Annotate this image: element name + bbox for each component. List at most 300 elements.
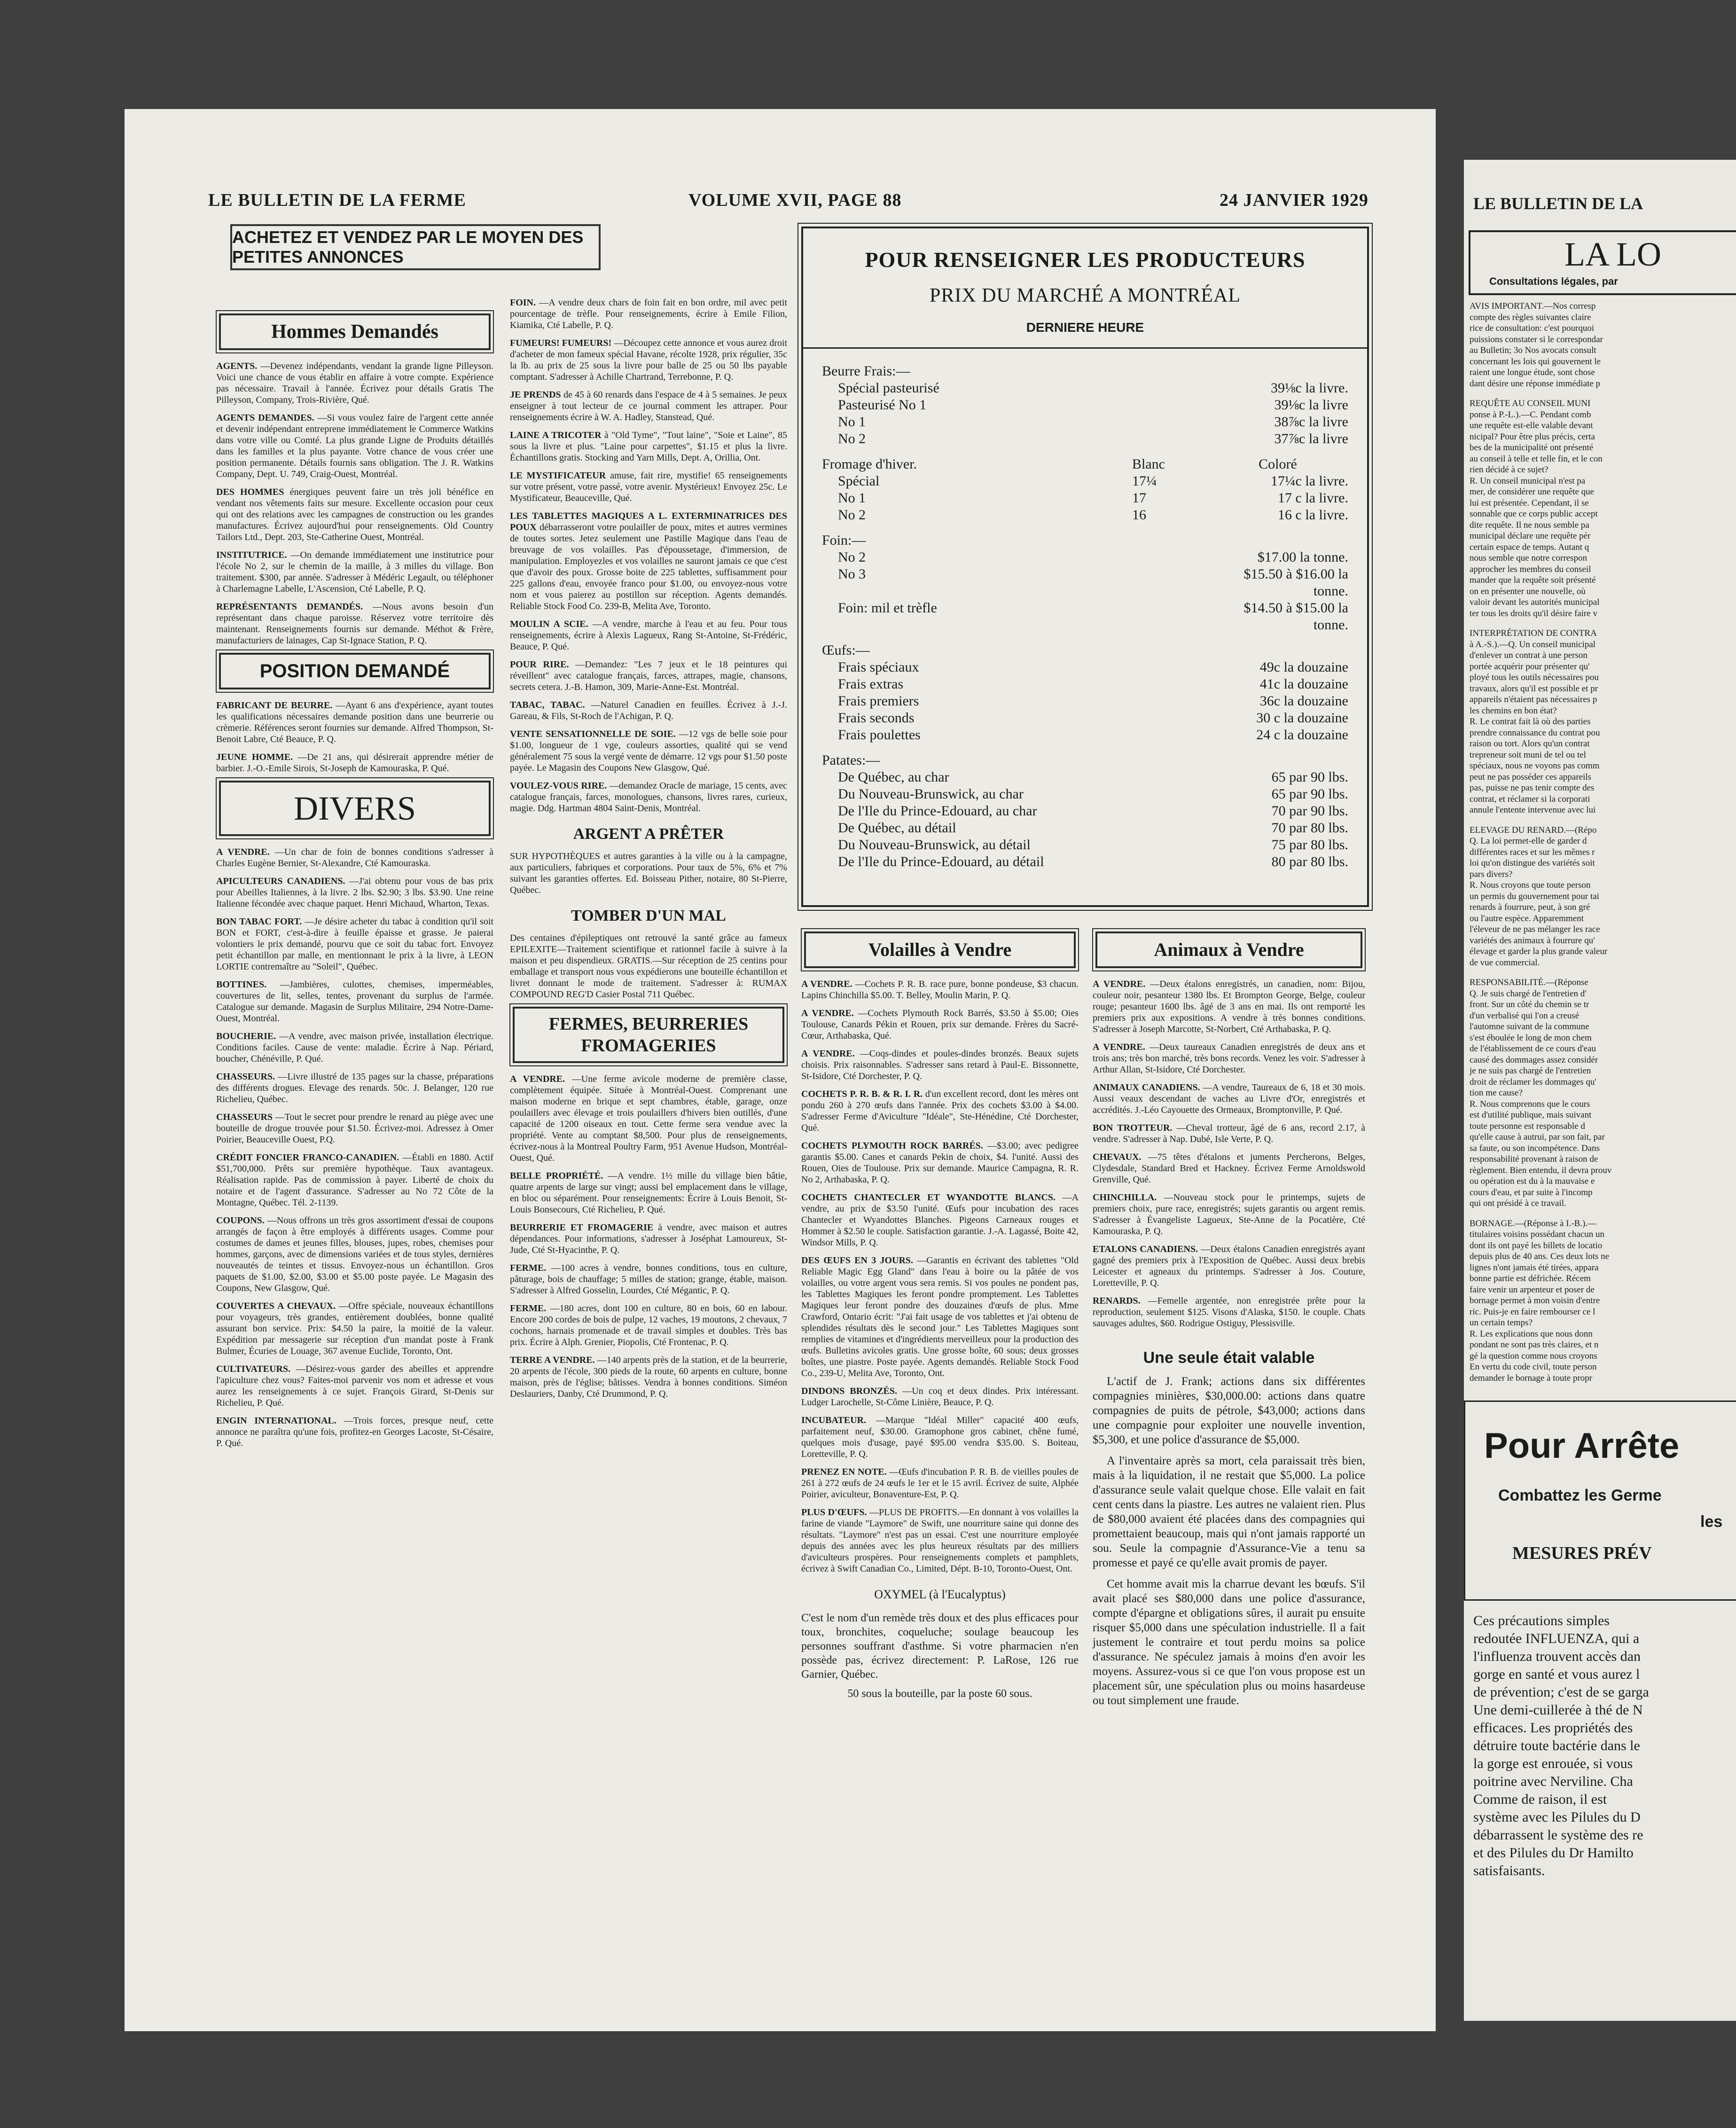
ad-heading: BEURRERIE ET FROMAGERIE — [510, 1222, 654, 1233]
market-row — [803, 507, 1367, 524]
ad-heading: A VENDRE. — [1093, 1042, 1145, 1052]
ad-heading: COUPONS. — [216, 1215, 265, 1226]
ads-position — [216, 700, 493, 774]
text-line: nous semble que notre correspon — [1470, 553, 1587, 563]
ad-text: —A vendre, marche à l'eau et au feu. Pour tous renseignements, écrire à Alexis Lagueux, Rang St-Antoine, St-Frédéric, Beauce, P. Qué. — [510, 619, 787, 652]
classified-ad — [216, 1300, 493, 1357]
adjacent-ad-sub: Combattez les Germe — [1498, 1486, 1662, 1504]
ad-heading: COCHETS P. R. B. & R. I. R. — [801, 1089, 923, 1099]
ad-heading: VENTE SENSATIONNELLE DE SOIE. — [510, 729, 676, 739]
story-title: Une seule était valable — [1143, 1349, 1315, 1367]
text-line: gé la question comme nous croyons — [1470, 1351, 1597, 1361]
market-item: Frais seconds — [838, 710, 915, 726]
ad-text: —180 acres, dont 100 en culture, 80 en bois, 60 en labour. Encore 200 cordes de bois de pulpe, 12 vaches, 19 moutons, 2 chevaux, 7 cochons, harnais promenade et de travail simples et doubles. Très bas prix. Écrire à Alph. Grenier, Piopolis, Cté Frontenac, P. Q. — [510, 1303, 787, 1347]
ad-text: —Garantis en écrivant des tablettes "Old Reliable Magic Egg Gland" dans l'eau à boire ou la pâtée de vos volailles, ou votre argent vous sera remis. Si vos poules ne pondent pas, les Tablettes Magiques les feront pondre promptement. Les Tablettes Magiques leur feront pondre des douzaines d'œufs de plus. Mme Crawford, Ontario écrit: "J'ai fait usage de vos tablettes et j'ai obtenu de splendides résultats dès le second jour." Les Tablettes Magiques sont remplies de vitamines et d'ingrédients merveilleux pour la production des œufs. Bulletins avicoles gratis. Une grosse boîte, 60 sous; deux grosses boîtes, une piastre. Poste payée. Agents demandés. Reliable Stock Food Co., 239-U, Melita Ave, Toronto, Ont. — [801, 1255, 1079, 1378]
text-line: bornage permet à mon voisin d'entre — [1470, 1296, 1600, 1306]
ad-heading: DES ŒUFS EN 3 JOURS. — [801, 1255, 914, 1266]
oxymel-text: C'est le nom d'un remède très doux et des plus efficaces pour toux, bronchites, coqueluche; soulage beaucoup les personnes souffrant d'asthme. Si votre pharmacien n'en possède pas, écrivez directement: P. LaRose, 126 rue Garnier, Québec. — [801, 1612, 1079, 1681]
market-price: $17.00 la tonne. — [1257, 549, 1348, 565]
text-line: raison ou tort. Alors qu'un contrat — [1470, 739, 1590, 749]
text-line: droit de réclamer les dommages qu' — [1470, 1077, 1596, 1087]
market-price: 37⅞c la livre — [1274, 431, 1348, 446]
text-line: qui ont présidé à ce travail. — [1470, 1198, 1566, 1208]
classified-ad — [1093, 1151, 1365, 1185]
fromage-rows — [803, 473, 1367, 524]
market-item: Du Nouveau-Brunswick, au détail — [838, 837, 1031, 853]
adjacent-ad-title: Pour Arrête — [1484, 1426, 1680, 1466]
market-item: Spécial pasteurisé — [838, 380, 939, 396]
adjacent-law-sub: Consultations légales, par — [1489, 275, 1618, 287]
ad-heading: ETALONS CANADIENS. — [1093, 1244, 1198, 1254]
ads-volailles — [801, 978, 1079, 1574]
classified-ad — [510, 1073, 787, 1164]
market-price: 17¼c la livre. — [1271, 473, 1348, 489]
ad-text: —Femelle argentée, non enregistrée prête pour la reproduction, seulement $125. Visons d'Alaska, $150. le couple. Chats sauvages adultes, $60. Rodrigue Ostiguy, Plessisville. — [1093, 1296, 1366, 1329]
text-line — [1470, 816, 1736, 825]
text-line: je ne suis pas chargé de l'entretien — [1470, 1066, 1591, 1076]
ad-heading: CRÉDIT FONCIER FRANCO-CANADIEN. — [216, 1152, 399, 1163]
text-line: raient une longue étude, sont chose — [1470, 368, 1595, 377]
text-line: ponse à P.-L.).—C. Pendant comb — [1470, 409, 1591, 420]
column-4 — [1093, 927, 1365, 1714]
ad-heading: A VENDRE. — [216, 847, 270, 857]
market-price: 70 par 90 lbs. — [1271, 803, 1348, 819]
classified-ad — [510, 728, 787, 774]
ad-text: —A vendre, avec maison privée, installation électrique. Conditions faciles. Cause de vente: maladie. Écrire à Nap. Périard, boucher, Chénéville, P. Qué. — [216, 1031, 493, 1064]
classified-ad — [801, 1048, 1079, 1082]
market-price: 70 par 80 lbs. — [1271, 820, 1348, 836]
story-paragraph: A l'inventaire après sa mort, cela paraissait très bien, mais à la liquidation, il ne restait que $5,000. La police d'assurance seule valait quelque chose. Elle valait en fait cent cents dans la piastre. Les autres ne valaient rien. Plus de $80,000 avaient été placées dans des compagnies qui promettaient beaucoup, mais qui n'ont jamais rapporté un sou. Seule la compagnie d'Assurance-Vie a tenu sa promesse et payé ce qu'elle avait promis de payer. — [1093, 1455, 1365, 1569]
text-line: lui est présentée. Cependant, il se — [1470, 498, 1589, 508]
market-price: 36c la douzaine — [1259, 693, 1348, 709]
ad-heading: LE MYSTIFICATEUR — [510, 470, 606, 481]
market-price: 30 c la douzaine — [1256, 710, 1348, 726]
ad-text: —Devenez indépendants, vendant la grande ligne Pilleyson. Voici une chance de vous établir en affaire à votre compte. Expérience pas nécessaire. Travail à l'année. Écrivez pour détails Gratis The Pilleyson, Company, Trois-Rivière, Qué. — [216, 361, 493, 405]
market-price: 41c la douzaine — [1259, 676, 1348, 692]
ad-text: d'un excellent record, dont les mères ont pondu 260 à 270 œufs dans l'année. Prix des cochets $3.00 à $4.00. S'adresser Ferme d'Aviculture "Idéale", Ste-Hénédine, Cté Dorchester, Qué. — [801, 1089, 1079, 1133]
market-price: 65 par 90 lbs. — [1271, 786, 1348, 802]
text-line — [1470, 389, 1736, 398]
text-line: les chemins en bon état? — [1470, 705, 1557, 716]
text-line: poitrine avec Nerviline. Cha — [1473, 1774, 1633, 1789]
text-line: s'est éboulée le long de mon chem — [1470, 1033, 1592, 1043]
market-row — [803, 414, 1367, 430]
classified-ad — [510, 430, 787, 463]
text-line: pars divers? — [1470, 869, 1513, 879]
market-price: 16 c la livre. — [1278, 507, 1348, 523]
section-divers: DIVERS — [219, 781, 491, 836]
market-price: 75 par 80 lbs. — [1271, 837, 1348, 853]
column-1 — [216, 309, 493, 1455]
ad-text: —Deux étalons enregistrés, un canadien, nom: Bijou, couleur noir, pesanteur 1380 lbs. Et Brompton George, Belge, couleur rouge; pesanteur 1600 lbs. âgé de 3 ans en mai. Ils ont remporté les premiers prix aux expositions. A vendre à très bonnes conditions. S'adresser à Joseph Marcotte, St-Norbert, Cté Arthabaska, P. Q. — [1093, 979, 1366, 1034]
ad-text: de 45 à 60 renards dans l'espace de 4 à 5 semaines. Je peux enseigner à tout lecteur de ce journal comment les attraper. Pour renseignements écrire à W. A. Hadley, Stanstead, Qué. — [510, 390, 787, 422]
market-row — [803, 473, 1367, 490]
classified-ad — [510, 659, 787, 693]
ad-heading: PRENEZ EN NOTE. — [801, 1467, 887, 1477]
ad-text: —Offre spéciale, nouveaux échantillons pour voyageurs, très grandes, entièrement doublées, bonne qualité assurant bon service. Prix: $4.50 la paire, la moitié de la valeur. Expédition par messagerie sur réception d'un mandat poste à Frank Bulmer, Écuries de Louage, 367 avenue Euclide, Toronto, Ont. — [216, 1301, 493, 1356]
text-line: élevage et garder la plus grande valeur — [1470, 947, 1608, 956]
market-prices-box — [801, 227, 1369, 907]
adjacent-ad-box — [1464, 1400, 1736, 1601]
adjacent-law-title: LA LO — [1564, 235, 1661, 273]
classified-ad — [801, 1008, 1079, 1041]
classified-ad — [216, 1152, 493, 1208]
text-line: prendre connaissance du contrat pou — [1470, 728, 1600, 738]
adjacent-running-head: LE BULLETIN DE LA — [1473, 194, 1643, 213]
market-last-hour: DERNIERE HEURE — [1026, 320, 1144, 335]
ad-heading: COUVERTES A CHEVAUX. — [216, 1301, 336, 1311]
text-line: REQUÊTE AU CONSEIL MUNI — [1470, 399, 1591, 408]
market-price: 39⅛c la livre — [1274, 397, 1348, 413]
ad-text: —Marque "Idéal Miller" capacité 400 œufs, parfaitement neuf, $30.00. Gramophone gros cabinet, chêne fumé, quelques mois d'usage, payé $95.00 vendra $35.00. S. Boiteau, Loretteville, P. Q. — [801, 1415, 1079, 1459]
text-line: différentes races et sur les mêmes r — [1470, 847, 1595, 857]
text-line: portée acquérir pour présenter qu' — [1470, 661, 1590, 672]
market-row — [803, 600, 1367, 634]
market-rule — [803, 347, 1367, 349]
text-line: sonnable que ce corps public accept — [1470, 509, 1598, 519]
text-line: responsabilité provenant à raison de — [1470, 1154, 1598, 1164]
adjacent-ad-text — [1473, 1612, 1736, 1880]
ad-heading: INSTITUTRICE. — [216, 550, 287, 560]
text-line: Comme de raison, il est — [1473, 1792, 1607, 1807]
ad-heading: CULTIVATEURS. — [216, 1364, 291, 1374]
text-line: au Bulletin; 3o Nos avocats consult — [1470, 345, 1596, 355]
text-line: Ces précautions simples — [1473, 1613, 1610, 1628]
market-price: $14.50 à $15.00 la tonne. — [1243, 600, 1348, 633]
ad-heading: TABAC, TABAC. — [510, 700, 585, 710]
text-line: bonne partie est défrichée. Récem — [1470, 1274, 1591, 1283]
text-line: gorge en santé et vous aurez l — [1473, 1666, 1640, 1682]
ad-text: —J'ai obtenu pour vous de bas prix pour Abeilles Italiennes, à la livre. 2 lbs. $2.90; 3 lbs. $3.90. Une reine Italienne fécondée avec chaque paquet. Henri Michaud, Wharton, Texas. — [216, 876, 494, 909]
market-row — [803, 853, 1367, 870]
market-blanc-price: 17 — [1132, 490, 1146, 506]
market-blanc-price: 17¼ — [1132, 473, 1157, 489]
ad-heading: DINDONS BRONZÉS. — [801, 1386, 898, 1396]
story-paragraph: Cet homme avait mis la charrue devant les bœufs. S'il avait placé ses $80,000 dans une police d'assurance, compte d'épargne et obligations sûres, il aurait pu ensuite risquer $5,000 dans une spéculation industrielle. Il a fait justement le contraire et tout perdu moins sa police d'assurance. Ne spéculez jamais à moins d'en avoir les moyens. Assurez-vous si ce que l'on vous propose est un placement sûr, une spéculation plus ou moins hasardeuse ou tout simplement une fraude. — [1093, 1578, 1365, 1707]
fromage-colore: Coloré — [1259, 456, 1297, 472]
ad-text: —Nouveau stock pour le printemps, sujets de premiers choix, pure race, enregistrés; sujets garantis ou argent remis. S'adresser à Évangeliste Lagueux, Ste-Anne de la Pocatière, Cté Kamouraska, P. Q. — [1093, 1192, 1365, 1236]
text-line: mer, de considérer une requête que — [1470, 487, 1595, 497]
text-line: faire venir un arpenteur et poser de — [1470, 1284, 1595, 1295]
text-line: à A.-S.).—Q. Un conseil municipal — [1470, 639, 1596, 649]
foin-group — [803, 532, 1367, 634]
market-row — [803, 549, 1367, 566]
classified-ad — [801, 1192, 1079, 1248]
market-row — [803, 380, 1367, 397]
ad-text: —Œufs d'incubation P. R. B. de vieilles poules de 261 à 272 œufs de 24 œufs le 1er et le 15 avril. Écrivez de suite, Alphée Poirier, aviculteur, Bonaventure-Est, P. Q. — [801, 1467, 1079, 1500]
newspaper-page — [125, 109, 1436, 2031]
ad-heading: ENGIN INTERNATIONAL. — [216, 1416, 336, 1426]
text-line: et des Pilules du Dr Hamilto — [1473, 1845, 1634, 1861]
classified-ad — [801, 978, 1079, 1001]
text-line: un permis du gouvernement pour tai — [1470, 891, 1599, 901]
ad-heading: A VENDRE. — [801, 979, 852, 989]
classified-ad — [216, 412, 493, 480]
text-line: rice de consultation: c'est pourquoi — [1470, 323, 1595, 333]
section-position-demande: POSITION DEMANDÉ — [219, 653, 491, 689]
ad-text: —Jambières, culottes, chemises, imperméables, couvertures de lit, selles, tentes, provenant du surplus de l'armée. Catalogue sur demande. Magasin de Surplus Militaire, 294 Notre-Dame-Ouest, Montréal. — [216, 979, 493, 1024]
ad-heading: RENARDS. — [1093, 1296, 1141, 1306]
ads-col2 — [510, 297, 787, 814]
ad-heading: COCHETS PLYMOUTH ROCK BARRÉS. — [801, 1141, 983, 1151]
text-line: R. Nous croyons que toute person — [1470, 880, 1591, 890]
adjacent-law-text — [1470, 301, 1736, 1384]
classified-ad — [510, 1170, 787, 1215]
market-row — [803, 430, 1367, 447]
text-line: compte des règles suivantes claire — [1470, 312, 1591, 322]
market-subtitle: PRIX DU MARCHÉ A MONTRÉAL — [929, 285, 1241, 306]
classified-ad — [801, 1088, 1079, 1134]
ad-text: —Cochets Plymouth Rock Barrés, $3.50 à $5.00; Oies Toulouse, Canards Pékin et Rouen, prix sur demande. Frères du Sacré-Cœur, Arthabaska, Qué. — [801, 1008, 1079, 1041]
fromage-group — [803, 456, 1367, 524]
market-item: No 1 — [838, 490, 866, 506]
market-row — [803, 659, 1367, 676]
ad-text: —Livre illustré de 135 pages sur la chasse, préparations des différents drogues. Elevage des renards. 50c. J. Belanger, 120 rue Richelieu, Québec. — [216, 1072, 493, 1104]
ads-fermes — [510, 1073, 787, 1400]
text-line: INTERPRÉTATION DE CONTRA — [1470, 628, 1597, 638]
market-row — [803, 676, 1367, 693]
mal-text: Des centaines d'épileptiques ont retrouvé la santé grâce au fameux EPILEXITE—Traitement scientifique et rationnel facile à suivre à la maison et peu dispendieux. GRATIS.—Sur réception de 25 centins pour emballage et transport nous vous expédierons une bouteille échantillon et livret donnant le mode de traitement. S'adresser à: RUMAX COMPOUND REG'D Casier Postal 711 Québec. — [510, 933, 787, 1000]
market-row — [803, 803, 1367, 820]
text-line: ou l'autre espèce. Apparemment — [1470, 913, 1584, 923]
ad-heading: A VENDRE. — [801, 1048, 855, 1059]
classified-ad — [510, 1222, 787, 1256]
section-fermes: FERMES, BEURRERIES FROMAGERIES — [513, 1007, 784, 1063]
oxymel-title: OXYMEL (à l'Eucalyptus) — [874, 1588, 1006, 1601]
beurre-head: Beurre Frais:— — [822, 363, 910, 379]
classified-ad — [510, 297, 787, 331]
ad-heading: BELLE PROPRIÉTÉ. — [510, 1171, 603, 1181]
ad-text: —100 acres à vendre, bonnes conditions, tous en culture, pâturage, bois de chauffage; 5 milles de station; grange, étable, maison. S'adresser à Alfred Gosselin, Lourdes, Cté Mégantic, P. Q. — [510, 1263, 788, 1296]
section-volailles: Volailles à Vendre — [804, 931, 1076, 968]
patates-head: Patates:— — [822, 752, 880, 768]
ad-heading: BON TABAC FORT. — [216, 916, 302, 927]
text-line: débarrassent le système des re — [1473, 1827, 1643, 1843]
market-item: No 2 — [838, 549, 866, 565]
ad-text: à "Old Tyme", "Tout laine", "Soie et Laine", 85 sous la livre et plus. "Laine pour carpettes", $1.15 et plus la livre. Échantillons gratis. Stocking and Yarn Mills, Dept. A, Orillia, Ont. — [510, 430, 787, 463]
ad-text: amuse, fait rire, mystifie! 65 renseignements sur votre présent, votre passé, votre avenir. Mystérieux! Envoyez 25c. Le Mystificateur, Beauceville, Qué. — [510, 470, 787, 503]
ad-text: —Nous offrons un très gros assortiment d'essai de coupons arrangés de façon à être employés à différents usages. Comme pour costumes de dames et jeunes filles, blouses, jupes, robes, chemises pour hommes, garçons, avec de dimensions variées et de tous styles, dernières nouveautés de teintes et tissus. Envoyez-nous un échantillon. Gros paquets de $1.00, $2.00, $3.00 et $5.00 poste payée. Le Magasin des Coupons, New Glasgow, Qué. — [216, 1215, 494, 1293]
argent-title: ARGENT A PRÊTER — [573, 825, 724, 843]
ad-heading: JE PRENDS — [510, 390, 561, 400]
patates-rows — [803, 769, 1367, 870]
text-line: sa faute, ou son incompétence. Dans — [1470, 1143, 1600, 1153]
text-line: d'enlever un contrat à une person — [1470, 650, 1587, 660]
classified-ad — [1093, 1122, 1365, 1145]
classified-ad — [801, 1507, 1079, 1574]
ad-heading: FUMEURS! FUMEURS! — [510, 338, 612, 348]
classified-ad — [216, 979, 493, 1024]
ad-text: —Cochets P. R. B. race pure, bonne pondeuse, $3 chacun. Lapins Chinchilla $5.00. T. Belley, Moulin Marin, P. Q. — [801, 979, 1079, 1001]
ad-text: —Coqs-dindes et poules-dindes bronzés. Beaux sujets choisis. Prix raisonnables. S'adresser sans retard à Paul-E. Bissonnette, St-Isidore, Cté Dorchester, P. Q. — [801, 1048, 1079, 1081]
market-item: Frais spéciaux — [838, 659, 919, 675]
text-line: redoutée INFLUENZA, qui a — [1473, 1631, 1640, 1646]
text-line: municipal déclare une requête pér — [1470, 531, 1591, 541]
text-line: BORNAGE.—(Réponse à I.-B.).— — [1470, 1218, 1597, 1228]
text-line: En vertu du code civil, toute person — [1470, 1362, 1597, 1372]
ad-heading: DES HOMMES — [216, 487, 284, 497]
ad-text: —PLUS DE PROFITS.—En donnant à vos volailles la farine de viande "Laymore" de Swift, une nourriture saine qui donne des résultats. "Laymore" n'est pas un essai. C'est une nourriture employée depuis des années avec les plus heureux résultats par des milliers d'aviculteurs prospères. Pour renseignements complets et pamphlets, écrivez à Swift Canadian Co., Limited, Dépt. B-10, Toronto-Ouest, Ont. — [801, 1507, 1079, 1574]
text-line: une requête est-elle valable devant — [1470, 421, 1593, 430]
ad-text: —Je désire acheter du tabac à condition qu'il soit BON et FORT, c'est-à-dire à feuille épaisse et grasse. Je paierai volontiers le prix demandé, pourvu que ce soit du tabac fort. Envoyez petit échantillon par malle, en mentionnant le prix à la livre, à LEON LORTIE contremaître au "Soleil", Québec. — [216, 916, 494, 972]
column-3 — [801, 927, 1079, 1706]
text-line: R. Les explications que nous donn — [1470, 1329, 1593, 1339]
market-row — [803, 820, 1367, 837]
classified-ad — [510, 1303, 787, 1348]
text-line: front. Sur un côté du chemin se tr — [1470, 1000, 1589, 1009]
adjacent-ad-sub3: MESURES PRÉV — [1512, 1543, 1652, 1563]
ad-heading: CHEVAUX. — [1093, 1152, 1142, 1162]
text-line: règlement. Bien entendu, il devra prouv — [1470, 1165, 1612, 1175]
text-line: au conseil à telle et telle fin, et le con — [1470, 454, 1603, 464]
adjacent-law-box — [1469, 230, 1736, 295]
text-line: Q. La loi permet-elle de garder d — [1470, 836, 1587, 846]
ad-text: —Une ferme avicole moderne de première classe, complètement équipée. Située à Montréal-Ouest. Comprenant une maison moderne en brique et sept chambres, étable, garage, onze poulaillers avec élevage et trois poulaillers d'hivers bien outillés, d'une capacité de 1200 oiseaux en tout. Cette ferme sera vendue avec la propriété. Vente au comptant $8,500. Pour plus de renseignements, écrivez-nous à la Montreal Poultry Farm, 951 Avenue Hudson, Montréal-Ouest, Qué. — [510, 1074, 788, 1163]
text-line: pas, puisse ne pas tenir compte des — [1470, 783, 1595, 793]
market-row — [803, 397, 1367, 414]
ad-heading: ANIMAUX CANADIENS. — [1093, 1082, 1200, 1093]
running-head-center: VOLUME XVII, PAGE 88 — [688, 190, 902, 210]
market-title: POUR RENSEIGNER LES PRODUCTEURS — [865, 248, 1306, 272]
market-item: De l'Ile du Prince-Edouard, au char — [838, 803, 1037, 819]
ad-heading: BON TROTTEUR. — [1093, 1123, 1173, 1133]
ad-heading: PLUS D'ŒUFS. — [801, 1507, 867, 1518]
text-line: d'un verbalisé qui l'on a creusé — [1470, 1010, 1580, 1021]
classified-ad — [216, 549, 493, 595]
classified-ad — [216, 486, 493, 543]
ad-text: —demandez Oracle de mariage, 15 cents, avec catalogue français, farces, monologues, chansons, livres rares, curieux, magie. Ddg. Hartman 4804 Saint-Denis, Montréal. — [510, 781, 787, 814]
patates-group — [803, 752, 1367, 870]
adjacent-page-fragment — [1464, 160, 1736, 2021]
ad-text: —Ayant 6 ans d'expérience, ayant toutes les qualifications nécessaires demande position dans une beurrerie ou crèmerie. Références seront fournies sur demande. Alfred Thompson, St-Benoit Labre, Cté Beauce, P. Q. — [216, 700, 493, 744]
ad-heading: CHASSEURS. — [216, 1072, 275, 1082]
classified-ad — [510, 780, 787, 814]
text-line: lignes n'ont jamais été tirées, appara — [1470, 1262, 1599, 1273]
text-line: renards à fourrure, peut, à son gré — [1470, 902, 1590, 912]
classified-ad — [216, 1071, 493, 1105]
classified-ad — [510, 618, 787, 652]
ad-text: à vendre, avec maison et autres dépendances. Pour informations, s'adresser à Joséphat Lamoureux, St-Jude, Cté St-Hyacinthe, P. Q. — [510, 1222, 787, 1255]
classified-ad — [216, 1111, 493, 1145]
market-row — [803, 693, 1367, 710]
ad-heading: A VENDRE. — [801, 1008, 854, 1018]
adjacent-ad-sub2: les — [1700, 1513, 1723, 1531]
text-line: contrat, et réclamer si la corporati — [1470, 794, 1590, 804]
ad-text: —Nous avons besoin d'un représentant dans chaque paroisse. Réservez votre territoire dès maintenant. Renseignements fournis sur demande. Méthot & Frère, manufacturiers de lainages, Cap St-Ignace Station, P. Q. — [216, 602, 493, 646]
classified-ad — [1093, 1041, 1365, 1075]
classified-ad — [1093, 978, 1365, 1035]
market-item: Frais poulettes — [838, 727, 921, 743]
running-head-date: 24 JANVIER 1929 — [1220, 190, 1368, 210]
text-line: variétés des animaux à fourrure qu' — [1470, 935, 1595, 946]
story-body — [1093, 1374, 1365, 1708]
column-2 — [510, 297, 787, 1406]
text-line: peut ne pas posséder ces appareils — [1470, 772, 1592, 782]
ad-heading: AGENTS. — [216, 361, 258, 371]
text-line: l'automne suivant de la commune — [1470, 1022, 1589, 1032]
ad-heading: INCUBATEUR. — [801, 1415, 866, 1425]
foin-head: Foin:— — [822, 532, 866, 548]
text-line: Une demi-cuillerée à thé de N — [1473, 1702, 1643, 1718]
text-line: travaux, alors qu'il est possible et pr — [1470, 683, 1598, 694]
text-line: spéciaux, nous ne voyons pas comm — [1470, 761, 1600, 771]
text-line: l'influenza trouvent accès dan — [1473, 1649, 1641, 1664]
text-line: concernant les lois qui gouvernent le — [1470, 356, 1601, 367]
ad-heading: FABRICANT DE BEURRE. — [216, 700, 333, 711]
ad-heading: FOIN. — [510, 297, 536, 308]
foin-rows — [803, 549, 1367, 634]
classified-ad — [801, 1385, 1079, 1408]
text-line: certain espace de temps. Autant q — [1470, 542, 1589, 552]
text-line: satisfaisants. — [1473, 1863, 1545, 1878]
text-line: de prévention; c'est de se garga — [1473, 1684, 1649, 1700]
ad-heading: A VENDRE. — [510, 1074, 565, 1084]
ad-text: —Naturel Canadien en feuilles. Écrivez à J.-J. Gareau, & Fils, St-Roch de l'Achigan, P. Q. — [510, 700, 787, 721]
classified-ad — [801, 1415, 1079, 1460]
ad-heading: JEUNE HOMME. — [216, 752, 293, 762]
text-line: pondant ne sont pas très claires, et n — [1470, 1340, 1599, 1350]
mal-title: TOMBER D'UN MAL — [571, 907, 726, 924]
text-line — [1470, 1209, 1736, 1218]
text-line: on en présenter une nouvelle, où — [1470, 586, 1586, 596]
text-line — [1470, 968, 1736, 977]
classified-ad — [216, 1031, 493, 1064]
text-line: approcher les membres du conseil — [1470, 564, 1591, 574]
market-item: De Québec, au détail — [838, 820, 956, 836]
classified-ad — [216, 360, 493, 406]
ad-heading: REPRÉSENTANTS DEMANDÉS. — [216, 602, 363, 612]
running-head-left: LE BULLETIN DE LA FERME — [208, 190, 466, 210]
text-line: efficaces. Les propriétés des — [1473, 1720, 1633, 1736]
text-line: loi qu'on distingue des variétés soit — [1470, 858, 1595, 868]
market-row — [803, 490, 1367, 507]
classified-ad — [510, 389, 787, 423]
market-row — [803, 727, 1367, 743]
classified-ad — [510, 510, 787, 612]
text-line: rien décidé à ce sujet? — [1470, 465, 1548, 475]
oeufs-rows — [803, 659, 1367, 743]
ad-text: —Si vous voulez faire de l'argent cette année et devenir indépendant entreprene immédiatement le Commerce Watkins dans votre ville ou Comté. La plus grande Ligne de Produits détaillés dans les familles et la plus payante. Votre chance de vous créer une position permanente. Détails fournis sans obligation. The J. R. Watkins Company, Dept. U. 749, Craig-Ouest, Montréal. — [216, 413, 493, 479]
classified-ad — [510, 1354, 787, 1400]
ad-text: —Un char de foin de bonnes conditions s'adresser à Charles Eugène Bernier, St-Alexandre, Cté Kamouraska. — [216, 847, 493, 868]
text-line: tion me cause? — [1470, 1088, 1523, 1098]
classified-ad — [216, 846, 493, 869]
ad-heading: A VENDRE. — [1093, 979, 1146, 989]
ad-heading: APICULTEURS CANADIENS. — [216, 876, 345, 886]
text-line: l'éleveur de ne pas mélanger les race — [1470, 924, 1600, 934]
market-price: 80 par 80 lbs. — [1271, 854, 1348, 869]
classified-ad — [1093, 1244, 1365, 1289]
ad-text: —Découpez cette annonce et vous aurez droit d'acheter de mon fameux spécial Havane, récolte 1928, prix régulier, 35c la lb. au prix de 25 sous la livre pour balle de 25 ou 50 lbs payable comptant. S'adresser à Achille Chartrand, Terrebonne, P. Q. — [510, 338, 788, 382]
text-line: dant désire une réponse immédiate p — [1470, 378, 1601, 389]
fromage-head: Fromage d'hiver. — [822, 456, 917, 472]
ad-text: débarrasseront votre poulailler de poux, mites et autres vermines de toutes sortes. Jetez seulement une Pastille Magique dans l'eau de breuvage de vos volailles. Pas d'époussetage, d'immersion, de manipulation. Employezles et vos volailles ne sauront jamais ce que c'est que d'avoir des poux. Grosse boite de 225 tablettes, suffisamment pour 225 gallons d'eau, envoyée franco pour $1.00, ou envoyez-nous votre nom et vous paierez au postillon sur réception. Agents demandés. Reliable Stock Food Co. 239-B, Melita Ave, Toronto. — [510, 522, 788, 611]
market-row — [803, 566, 1367, 600]
story-paragraph: L'actif de J. Frank; actions dans six différentes compagnies minières, $30,000.00: actions dans quatre compagnies de puits de pétrole, $43,000; actions dans une compagnie pour exploiter une nouvelle invention, $5,300, et une police d'assurance de $5,000. — [1093, 1375, 1365, 1446]
ad-heading: CHINCHILLA. — [1093, 1192, 1157, 1203]
ad-heading: VOULEZ-VOUS RIRE. — [510, 781, 607, 791]
classified-ad — [216, 601, 493, 646]
market-item: Frais extras — [838, 676, 904, 692]
ad-text: —A vendre deux chars de foin fait en bon ordre, mil avec petit pourcentage de trèfle. Pour renseignements, écrire à Emile Filion, Kiamika, Cté Labelle, P. Q. — [510, 297, 788, 330]
text-line: toute personne est responsable d — [1470, 1121, 1585, 1131]
classified-ad — [510, 699, 787, 722]
text-line: dont ils ont payé les billets de locatio — [1470, 1240, 1603, 1251]
classified-ad — [216, 916, 493, 972]
text-line: mander que la requête soit présenté — [1470, 575, 1596, 585]
ad-text: —Tout le secret pour prendre le renard au piège avec une bouteille de drogue trouvée pour $1.50. Écrivez-moi. Adressez à Omer Poirier, Beauceville Ouest, P.Q. — [216, 1112, 494, 1145]
text-line: Q. Je suis chargé de l'entretien d' — [1470, 988, 1587, 999]
